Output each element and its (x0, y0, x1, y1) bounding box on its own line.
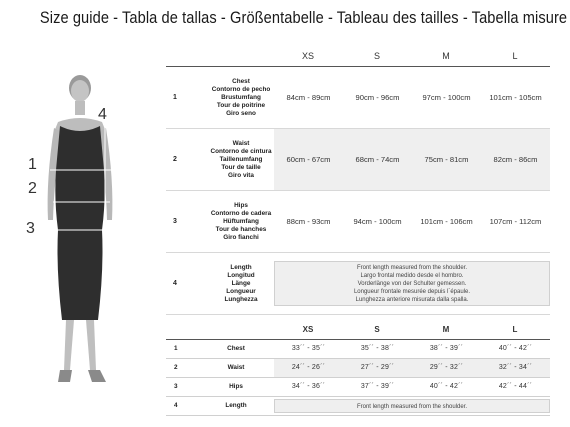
table-row-chest (166, 67, 550, 129)
row-values (274, 359, 550, 377)
cell-value: 34´´ - 36´´ (291, 383, 326, 390)
page-title: Size guide - Tabla de tallas - Größentabelle - Tableau des tailles - Tabella misure (39, 8, 568, 27)
cell-value: 101cm - 106cm (420, 217, 473, 226)
name-en: Hips (234, 201, 248, 209)
cell-value: 40´´ - 42´´ (429, 383, 464, 390)
note-en: Front length measured from the shoulder. (356, 264, 468, 271)
row-values (274, 191, 550, 252)
row-index: 1 (173, 94, 177, 101)
cell-value: 33´´ - 35´´ (291, 345, 326, 352)
cell-value: 37´´ - 39´´ (360, 383, 395, 390)
note-it: Lunghezza anteriore misurata dalla spalla. (355, 296, 469, 303)
note-fr: Longueur frontale mesurée depuis l´épaule. (353, 288, 471, 295)
name-it: Lunghezza (224, 295, 258, 303)
row-index: 1 (174, 345, 178, 352)
row-index: 4 (174, 402, 178, 409)
note-es: Largo frontal medido desde el hombro. (360, 272, 464, 279)
marker-2: 2 (28, 180, 37, 197)
size-header: L (512, 51, 518, 61)
table-row-waist (166, 129, 550, 191)
cell-value: 101cm - 105cm (489, 93, 542, 102)
cell-value: 40´´ - 42´´ (498, 345, 533, 352)
model-illustration (20, 70, 160, 420)
table-row-length (166, 397, 550, 416)
row-values (274, 67, 550, 128)
size-table-cm (166, 46, 550, 315)
name-de: Länge (231, 279, 251, 287)
cell-value: 94cm - 100cm (353, 217, 402, 226)
cell-value: 82cm - 86cm (493, 155, 538, 164)
cell-value: 88cm - 93cm (286, 217, 331, 226)
marker-1: 1 (28, 156, 37, 173)
model-figure (20, 70, 160, 420)
size-header: XS (302, 325, 314, 334)
name-es: Contorno de cintura (210, 147, 272, 155)
size-table-inches (166, 322, 550, 416)
measure-names (201, 129, 281, 190)
table-row-hips (166, 378, 550, 397)
marker-4: 4 (98, 106, 107, 123)
length-note: Front length measured from the shoulder. (274, 399, 550, 413)
name-es: Contorno de cadera (210, 209, 272, 217)
name-de: Brustumfang (221, 93, 261, 101)
name-de: Hüftumfang (223, 217, 259, 225)
size-header: XS (301, 51, 314, 61)
row-index: 2 (174, 364, 178, 371)
name-it: Giro vita (228, 171, 254, 179)
table-row-length (166, 253, 550, 315)
name-fr: Longueur (226, 287, 256, 295)
length-note (274, 261, 550, 306)
cell-value: 32´´ - 34´´ (498, 364, 533, 371)
measure-name: Waist (227, 364, 245, 371)
name-it: Giro fianchi (223, 233, 259, 241)
row-values (274, 378, 550, 396)
measure-name: Hips (229, 383, 243, 390)
size-header: M (442, 325, 450, 334)
measure-name: Chest (227, 345, 245, 352)
row-index: 2 (173, 156, 177, 163)
cell-value: 90cm - 96cm (355, 93, 400, 102)
table-row-chest (166, 340, 550, 359)
name-fr: Tour de hanches (215, 225, 267, 233)
cell-value: 97cm - 100cm (422, 93, 471, 102)
cell-value: 29´´ - 32´´ (429, 364, 464, 371)
row-index: 3 (173, 218, 177, 225)
row-index: 3 (174, 383, 178, 390)
size-header: L (512, 325, 518, 334)
measure-name: Length (225, 402, 247, 409)
name-fr: Tour de poitrine (216, 101, 266, 109)
name-fr: Tour de taille (221, 163, 261, 171)
size-header: M (442, 51, 450, 61)
table-header (166, 46, 550, 67)
cell-value: 68cm - 74cm (355, 155, 400, 164)
cell-value: 42´´ - 44´´ (498, 383, 533, 390)
size-header: S (374, 325, 380, 334)
table-row-waist (166, 359, 550, 378)
row-values (274, 340, 550, 358)
table-header (166, 322, 550, 340)
cell-value: 75cm - 81cm (424, 155, 469, 164)
cell-value: 84cm - 89cm (286, 93, 331, 102)
size-header: S (373, 51, 380, 61)
measure-names (201, 253, 281, 314)
cell-value: 24´´ - 26´´ (291, 364, 326, 371)
name-en: Waist (232, 139, 250, 147)
measure-names (201, 67, 281, 128)
cell-value: 38´´ - 39´´ (429, 345, 464, 352)
cell-value: 27´´ - 29´´ (360, 364, 395, 371)
name-en: Length (230, 263, 252, 271)
marker-3: 3 (26, 220, 35, 237)
row-values (274, 129, 550, 190)
table-row-hips (166, 191, 550, 253)
note-de: Vorderlänge von der Schulter gemessen. (357, 280, 467, 287)
name-de: Taillenumfang (219, 155, 263, 163)
name-en: Chest (232, 77, 250, 85)
row-index: 4 (173, 280, 177, 287)
cell-value: 35´´ - 38´´ (360, 345, 395, 352)
cell-value: 60cm - 67cm (286, 155, 331, 164)
name-es: Longitud (227, 271, 255, 279)
name-es: Contorno de pecho (211, 85, 271, 93)
measure-names (201, 191, 281, 252)
name-it: Giro seno (226, 109, 256, 117)
cell-value: 107cm - 112cm (489, 217, 542, 226)
